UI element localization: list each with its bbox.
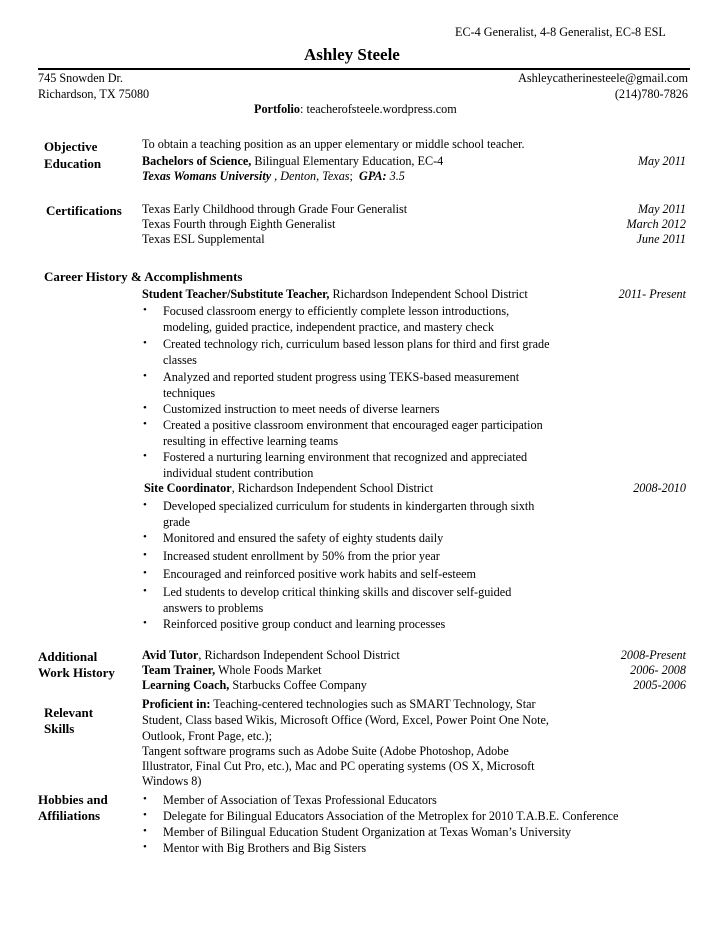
- bullet-text: answers to problems: [163, 601, 264, 615]
- school-location: , Denton, Texas: [271, 169, 350, 183]
- certification-date: May 2011: [637, 202, 686, 216]
- skills-line: Illustrator, Final Cut Pro, etc.), Mac and PC operating systems (OS X, Microsoft: [142, 759, 535, 773]
- work-org: Whole Foods Market: [215, 663, 322, 677]
- bullet-icon: •: [143, 549, 147, 561]
- job-org: , Richardson Independent School District: [231, 481, 434, 495]
- job-org: Richardson Independent School District: [329, 287, 528, 301]
- skills-heading-2: Skills: [44, 721, 75, 736]
- work-org: Starbucks Coffee Company: [229, 678, 367, 692]
- bullet-text: classes: [163, 353, 197, 367]
- bullet-text: Fostered a nurturing learning environment that recognized and appreciated: [163, 450, 528, 464]
- affiliation-item: Member of Bilingual Education Student Organization at Texas Woman’s University: [163, 825, 572, 839]
- bullet-text: Customized instruction to meet needs of diverse learners: [163, 402, 440, 416]
- job-1-title-line: [142, 287, 528, 302]
- work-org: , Richardson Independent School District: [198, 648, 400, 662]
- work-item: [142, 678, 367, 693]
- work-title: Team Trainer,: [142, 663, 216, 677]
- bullet-text: techniques: [163, 386, 216, 400]
- bullet-icon: •: [143, 402, 147, 414]
- bullet-text: Created a positive classroom environment that encouraged eager participation: [163, 418, 543, 432]
- email[interactable]: Ashleycatherinesteele@gmail.com: [518, 71, 688, 85]
- bullet-text: Reinforced positive group conduct and learning processes: [163, 617, 446, 631]
- skills-line-1: [142, 697, 536, 712]
- address-line-2: Richardson, TX 75080: [38, 87, 150, 101]
- bullet-icon: •: [143, 499, 147, 511]
- job-2-title-line: [144, 481, 433, 496]
- separator: ;: [349, 169, 353, 183]
- education-date: May 2011: [637, 154, 686, 168]
- work-title: Learning Coach,: [142, 678, 230, 692]
- work-date: 2006- 2008: [630, 663, 686, 677]
- portfolio-label: Portfolio: [254, 102, 301, 116]
- skills-line: Student, Class based Wikis, Microsoft Office (Word, Excel, Power Point One Note,: [142, 713, 549, 727]
- certification-item: Texas Fourth through Eighth Generalist: [142, 217, 336, 231]
- bullet-icon: •: [143, 304, 147, 316]
- certifications-heading: Certifications: [46, 203, 122, 218]
- gpa-value: 3.5: [386, 169, 405, 183]
- certification-date: March 2012: [626, 217, 686, 231]
- bullet-icon: •: [143, 370, 147, 382]
- skills-line: Windows 8): [142, 774, 202, 788]
- skills-line: Outlook, Front Page, etc.);: [142, 729, 272, 743]
- bullet-text: modeling, guided practice, independent practice, and mastery check: [163, 320, 494, 334]
- bullet-icon: •: [143, 793, 147, 805]
- bullet-icon: •: [143, 418, 147, 430]
- additional-heading-2: Work History: [38, 665, 115, 680]
- bullet-text: Focused classroom energy to efficiently complete lesson introductions,: [163, 304, 510, 318]
- bullet-text: Created technology rich, curriculum based lesson plans for third and first grade: [163, 337, 550, 351]
- portfolio-url[interactable]: : teacherofsteele.wordpress.com: [300, 102, 457, 116]
- job-title: Site Coordinator: [144, 481, 232, 495]
- job-date: 2008-2010: [633, 481, 686, 495]
- career-heading: Career History & Accomplishments: [44, 269, 243, 284]
- work-title: Avid Tutor: [142, 648, 199, 662]
- bullet-icon: •: [143, 337, 147, 349]
- education-degree-line: [142, 154, 443, 169]
- education-school-line: [142, 169, 405, 184]
- affiliation-item: Delegate for Bilingual Educators Association of the Metroplex for 2010 T.A.B.E. Conference: [163, 809, 619, 823]
- bullet-icon: •: [143, 841, 147, 853]
- certifications-summary: EC-4 Generalist, 4-8 Generalist, EC-8 ESL: [455, 25, 666, 39]
- additional-heading-1: Additional: [38, 649, 98, 664]
- bullet-icon: •: [143, 809, 147, 821]
- hobbies-heading-1: Hobbies and: [38, 792, 108, 807]
- objective-heading: Objective: [44, 139, 98, 154]
- affiliation-item: Member of Association of Texas Professional Educators: [163, 793, 437, 807]
- hobbies-heading-2: Affiliations: [38, 808, 101, 823]
- portfolio-line: [254, 102, 457, 117]
- work-date: 2005-2006: [633, 678, 686, 692]
- phone: (214)780-7826: [614, 87, 688, 101]
- certification-date: June 2011: [636, 232, 686, 246]
- bullet-text: grade: [163, 515, 191, 529]
- job-title: Student Teacher/Substitute Teacher,: [142, 287, 330, 301]
- bullet-text: Encouraged and reinforced positive work habits and self-esteem: [163, 567, 477, 581]
- bullet-text: Led students to develop critical thinking skills and discover self-guided: [163, 585, 512, 599]
- bullet-icon: •: [143, 585, 147, 597]
- gpa-label: GPA:: [359, 169, 387, 183]
- bullet-icon: •: [143, 825, 147, 837]
- affiliation-item: Mentor with Big Brothers and Big Sisters: [163, 841, 367, 855]
- work-date: 2008-Present: [620, 648, 686, 662]
- skills-text: Teaching-centered technologies such as SMART Technology, Star: [210, 697, 536, 711]
- bullet-icon: •: [143, 531, 147, 543]
- skills-lead: Proficient in:: [142, 697, 211, 711]
- header-divider: [38, 68, 690, 70]
- bullet-icon: •: [143, 450, 147, 462]
- bullet-text: Analyzed and reported student progress using TEKS-based measurement: [163, 370, 520, 384]
- bullet-text: Developed specialized curriculum for students in kindergarten through sixth: [163, 499, 535, 513]
- objective-text: To obtain a teaching position as an upper elementary or middle school teacher.: [142, 137, 525, 151]
- major: Bilingual Elementary Education, EC-4: [251, 154, 444, 168]
- bullet-text: individual student contribution: [163, 466, 314, 480]
- bullet-text: Increased student enrollment by 50% from the prior year: [163, 549, 440, 563]
- education-heading: Education: [44, 156, 102, 171]
- school: Texas Womans University: [142, 169, 272, 183]
- work-item: [142, 648, 400, 663]
- certification-item: Texas ESL Supplemental: [142, 232, 265, 246]
- skills-heading-1: Relevant: [44, 705, 94, 720]
- work-item: [142, 663, 322, 678]
- bullet-icon: •: [143, 567, 147, 579]
- address-line-1: 745 Snowden Dr.: [38, 71, 123, 85]
- candidate-name: Ashley Steele: [304, 45, 400, 64]
- bullet-text: resulting in effective learning teams: [163, 434, 339, 448]
- bullet-icon: •: [143, 617, 147, 629]
- job-date: 2011- Present: [618, 287, 686, 301]
- certification-item: Texas Early Childhood through Grade Four Generalist: [142, 202, 408, 216]
- bullet-text: Monitored and ensured the safety of eighty students daily: [163, 531, 444, 545]
- skills-line: Tangent software programs such as Adobe Suite (Adobe Photoshop, Adobe: [142, 744, 509, 758]
- degree: Bachelors of Science,: [142, 154, 252, 168]
